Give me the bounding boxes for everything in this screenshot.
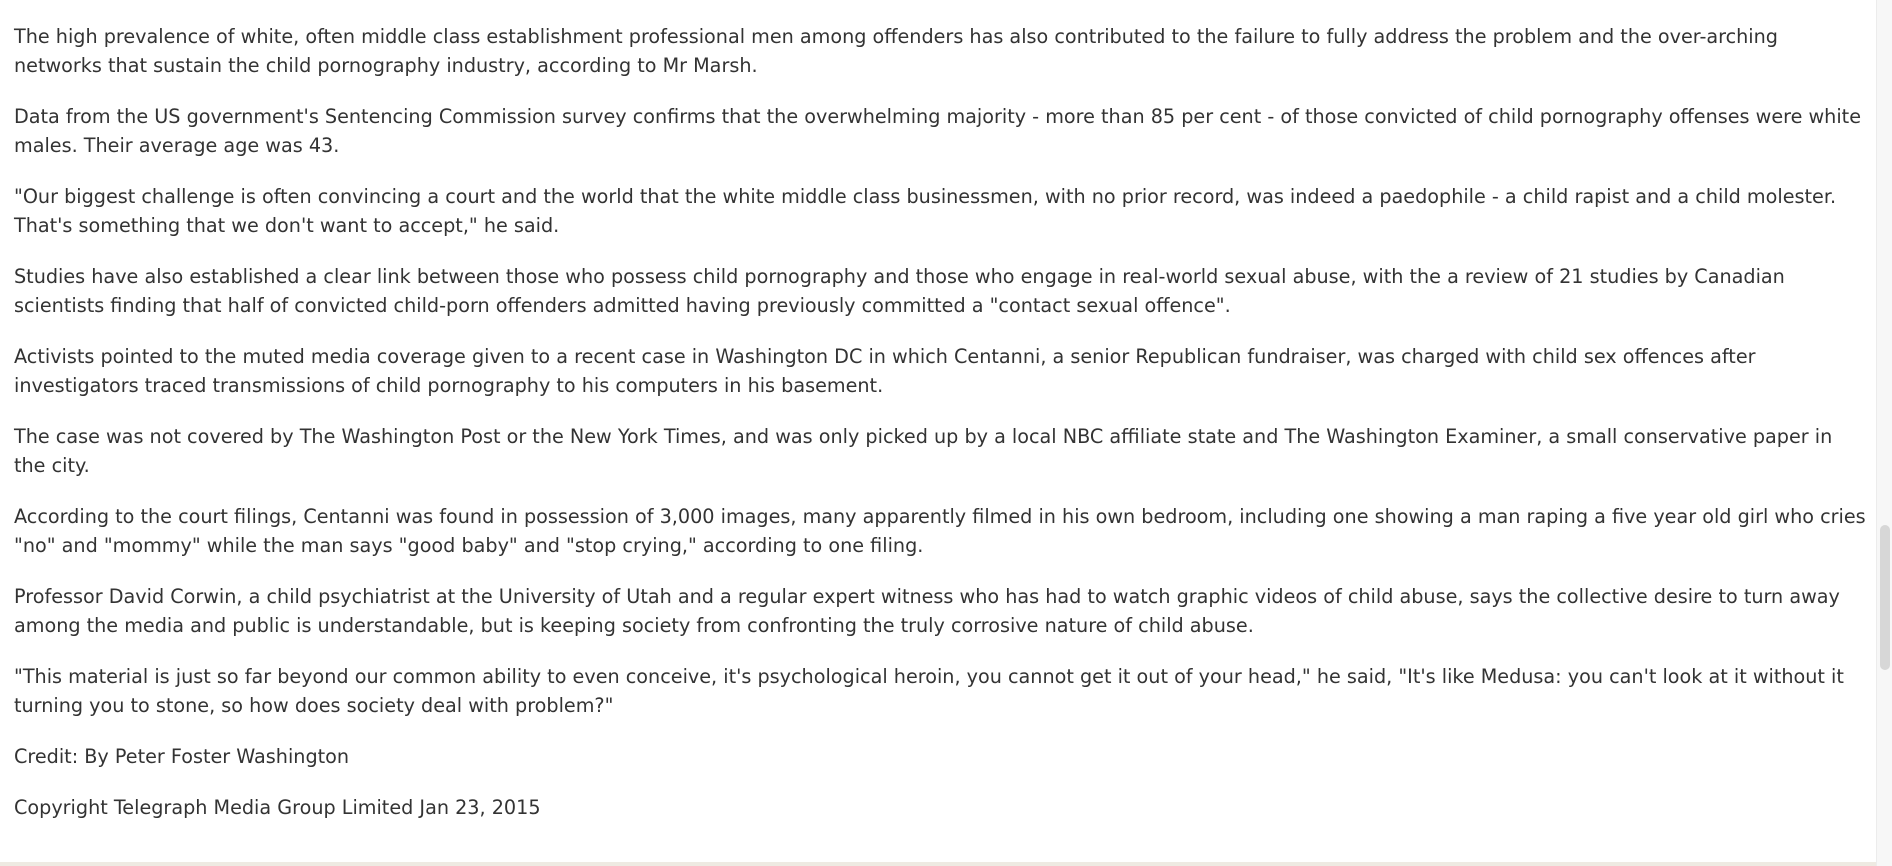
article-paragraph: Activists pointed to the muted media coverage given to a recent case in Washington DC in which Centanni, a senior Republican fundraiser, was charged with child sex offences after investigators traced transmissions of child pornography to his computers in his basement.	[14, 345, 1756, 397]
article-paragraph: Professor David Corwin, a child psychiatrist at the University of Utah and a regular expert witness who has had to watch graphic videos of child abuse, says the collective desire to turn away among the media and public is understandable, but is keeping society from confronting the truly corrosive nature of child abuse.	[14, 585, 1840, 637]
article-paragraph: The high prevalence of white, often middle class establishment professional men among offenders has also contributed to the failure to fully address the problem and the over-arching networks that sustain the child pornography industry, according to Mr Marsh.	[14, 25, 1778, 77]
vertical-scrollbar[interactable]	[1876, 0, 1892, 866]
bottom-divider	[0, 862, 1876, 866]
article-paragraph: "Our biggest challenge is often convincing a court and the world that the white middle class businessmen, with no prior record, was indeed a paedophile - a child rapist and a child molester. That's something that we don't want to accept," he said.	[14, 185, 1837, 237]
scrollbar-thumb[interactable]	[1880, 525, 1890, 670]
article-paragraph: Studies have also established a clear link between those who possess child pornography and those who engage in real-world sexual abuse, with the a review of 21 studies by Canadian scientists finding that half of convicted child-porn offenders admitted having previously committed a "contact sexual offence".	[14, 265, 1785, 317]
article-body	[14, 22, 1866, 822]
article-credit: Credit: By Peter Foster Washington	[14, 745, 350, 768]
article-paragraph: The case was not covered by The Washington Post or the New York Times, and was only picked up by a local NBC affiliate state and The Washington Examiner, a small conservative paper in the city.	[14, 425, 1833, 477]
article-paragraph: According to the court filings, Centanni was found in possession of 3,000 images, many apparently filmed in his own bedroom, including one showing a man raping a five year old girl who cries "no" and "mommy" while the man says "good baby" and "stop crying," according to one filing.	[14, 505, 1866, 557]
article-copyright: Copyright Telegraph Media Group Limited Jan 23, 2015	[14, 796, 541, 819]
article-paragraph: Data from the US government's Sentencing Commission survey confirms that the overwhelming majority - more than 85 per cent - of those convicted of child pornography offenses were white males. Their average age was 43.	[14, 105, 1862, 157]
article-paragraph: "This material is just so far beyond our common ability to even conceive, it's psychological heroin, you cannot get it out of your head," he said, "It's like Medusa: you can't look at it without it turning you to stone, so how does society deal with problem?"	[14, 665, 1844, 717]
